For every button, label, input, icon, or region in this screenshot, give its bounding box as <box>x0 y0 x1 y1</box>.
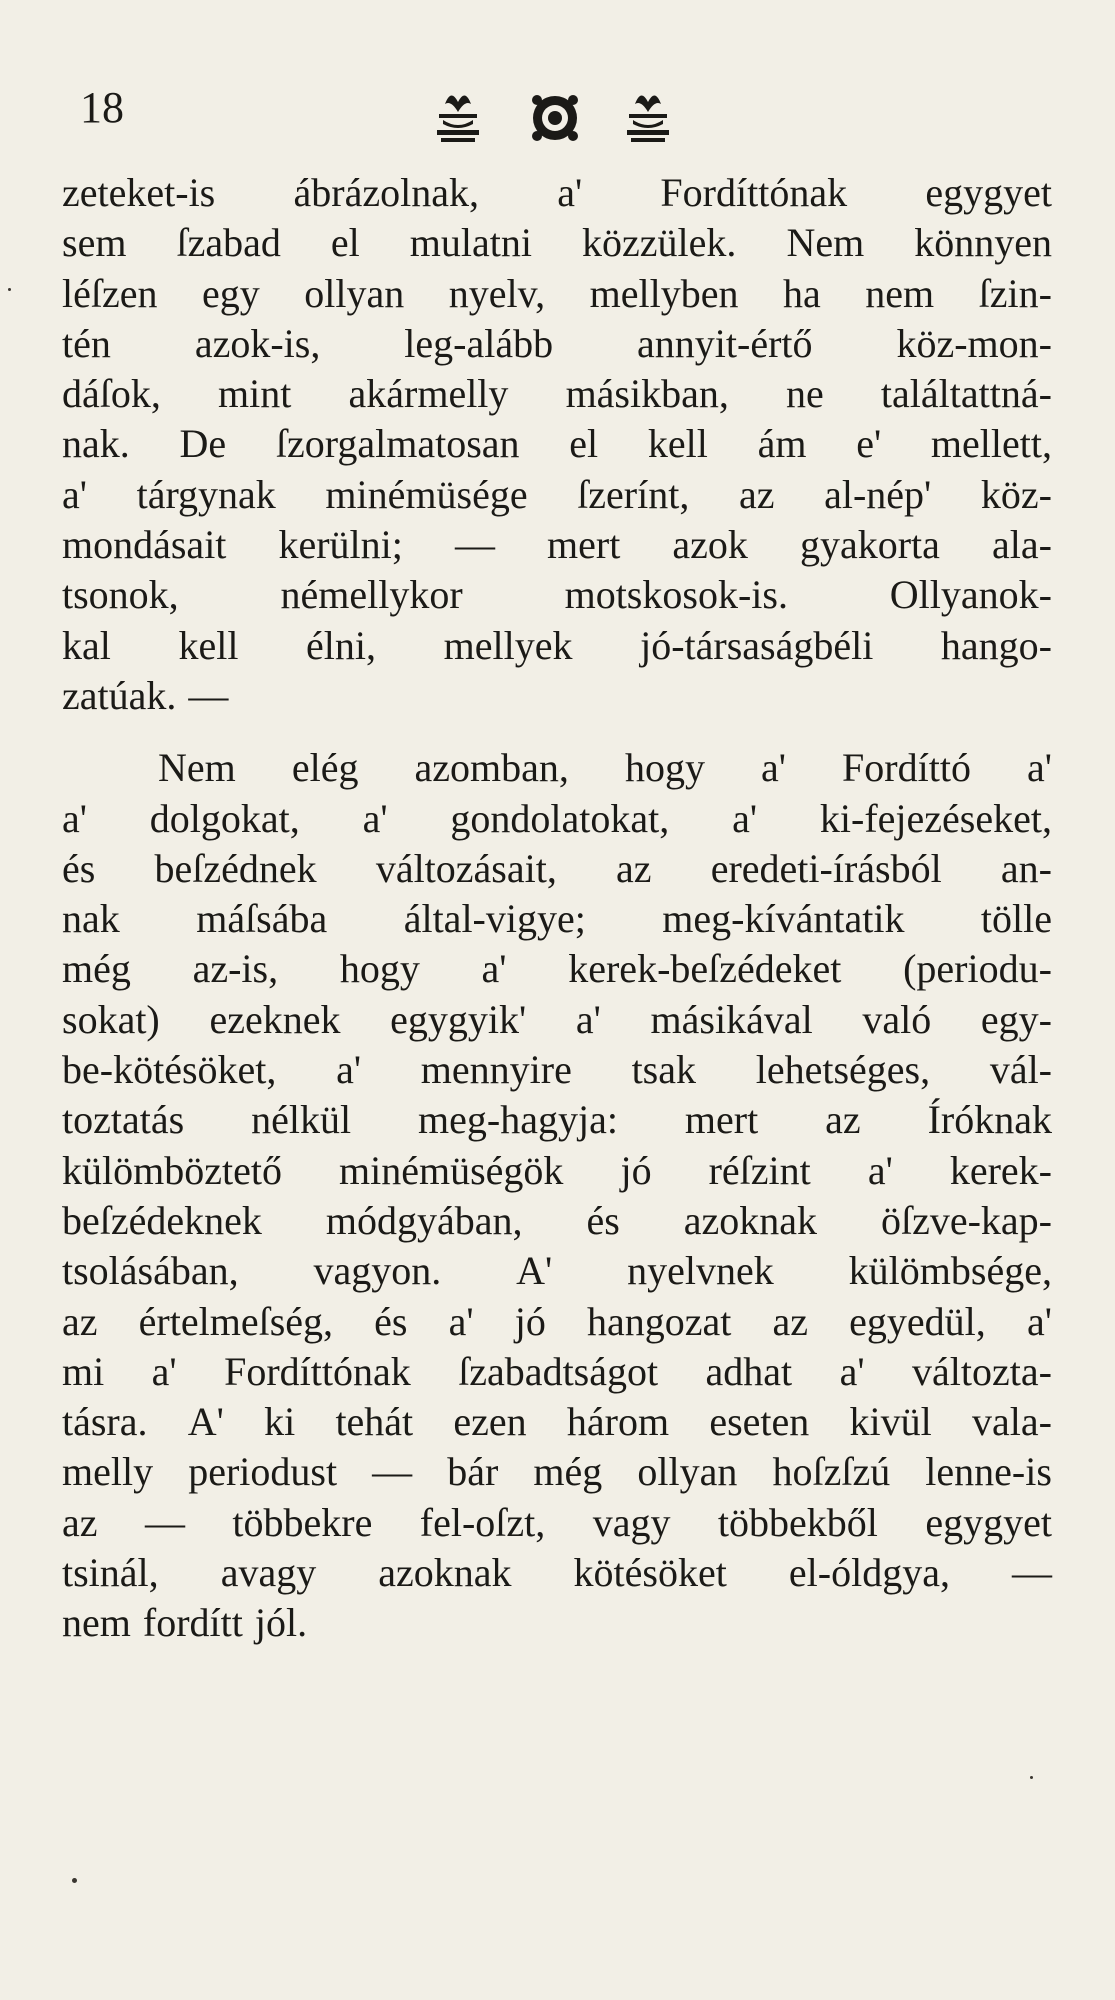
text-line: nak máſsába által-vigye; meg-kívántatik tölle <box>62 896 1052 942</box>
text-line: Nem elég azomban, hogy a' Fordíttó a' <box>158 745 1052 791</box>
paper-speck <box>8 288 11 291</box>
text-line: be-kötésöket, a' mennyire tsak lehetséges, vál- <box>62 1047 1052 1093</box>
text-line: az — többekre fel-oſzt, vagy többekből egygyet <box>62 1499 1052 1545</box>
paragraph-1 <box>62 168 1052 721</box>
page-number: 18 <box>80 83 124 132</box>
paragraph-2 <box>62 743 1052 1648</box>
text-line: kal kell élni, mellyek jó-társaságbéli hango- <box>62 622 1052 668</box>
text-line: mi a' Fordíttónak ſzabadtságot adhat a' változta- <box>62 1348 1052 1394</box>
text-line: mondásait kerülni; — mert azok gyakorta ala- <box>62 522 1052 568</box>
text-line: tsonok, némellykor motskosok-is. Ollyanok- <box>62 572 1052 618</box>
text-line: zatúak. — <box>62 672 229 718</box>
fleuron-ornament-icon <box>425 82 685 148</box>
text-line: és beſzédnek változásait, az eredeti-írásból an- <box>62 845 1052 891</box>
text-line: tásra. A' ki tehát ezen három eseten kivül vala- <box>62 1399 1052 1445</box>
text-line: toztatás nélkül meg-hagyja: mert az Íróknak <box>62 1097 1052 1143</box>
text-line: az értelmeſség, és a' jó hangozat az egyedül, a' <box>62 1298 1052 1344</box>
text-line: melly periodust — bár még ollyan hoſzſzú lenne-is <box>62 1449 1052 1495</box>
text-line: a' tárgynak minémüsége ſzerínt, az al-nép' köz- <box>62 471 1052 517</box>
text-line: tsinál, avagy azoknak kötésöket el-óldgya, — <box>62 1550 1052 1596</box>
text-line: beſzédeknek módgyában, és azoknak öſzve-kap- <box>62 1197 1052 1243</box>
text-line: sem ſzabad el mulatni közzülek. Nem könnyen <box>62 220 1052 266</box>
body-text <box>62 168 1052 1649</box>
text-line: nem fordítt jól. <box>62 1600 308 1646</box>
text-line: a' dolgokat, a' gondolatokat, a' ki-fejezéseket, <box>62 795 1052 841</box>
paper-speck <box>72 1878 77 1883</box>
text-line: léſzen egy ollyan nyelv, mellyben ha nem ſzin- <box>62 270 1052 316</box>
text-line: sokat) ezeknek egygyik' a' másikával való egy- <box>62 996 1052 1042</box>
text-line: zeteket-is ábrázolnak, a' Fordíttónak egygyet <box>62 170 1052 215</box>
text-line: még az-is, hogy a' kerek-beſzédeket (periodu- <box>62 946 1052 992</box>
text-line: tén azok-is, leg-alább annyit-értő köz-mon- <box>62 320 1052 366</box>
text-line: tsolásában, vagyon. A' nyelvnek külömbsége, <box>62 1248 1052 1294</box>
paper-speck <box>1030 1776 1033 1779</box>
text-line: dáſok, mint akármelly másikban, ne találtattná- <box>62 371 1052 417</box>
text-line: nak. De ſzorgalmatosan el kell ám e' mellett, <box>62 421 1052 467</box>
text-line: külömböztető minémüségök jó réſzint a' kerek- <box>62 1147 1052 1193</box>
